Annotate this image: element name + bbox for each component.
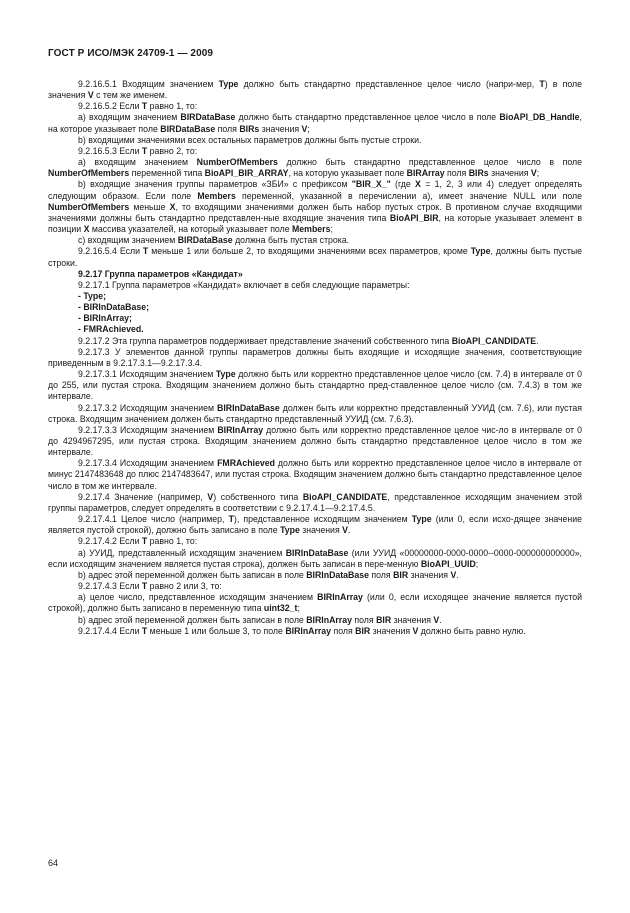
paragraph (48, 536, 582, 547)
text: ; (330, 224, 333, 235)
bold-text: NumberOfMembers (48, 201, 130, 212)
text: меньше 1 или больше 3, то поле (147, 625, 286, 636)
bold-text: "BIR_X_" (351, 179, 391, 190)
text: должно быть стандартно представленное целое число в поле (277, 157, 582, 168)
paragraph (48, 592, 582, 614)
text: = 1, 2, 3 или 4) следует определять следующим образом. Если поле (48, 179, 582, 201)
bold-text: NumberOfMembers (196, 157, 278, 168)
bold-text: BioAPI_DB_Handle (499, 112, 580, 123)
bold-text: BIRDataBase (177, 235, 233, 246)
paragraph (48, 581, 582, 592)
text: , на которое указывает поле (48, 112, 582, 134)
text: 9.2.17.4.3 Если (78, 581, 142, 592)
text: поля (351, 614, 377, 625)
bold-text: BIR (376, 614, 392, 625)
bold-text: T (539, 79, 545, 89)
text: 9.2.17.2 Эта группа параметров поддерживает представление значений собственного типа (78, 335, 452, 346)
bold-text: Type (215, 369, 236, 380)
text: с тем же именем. (93, 90, 168, 101)
text: а) целое число, представленное исходящим значением (78, 592, 318, 603)
bold-text: V (412, 625, 419, 636)
paragraph (48, 626, 582, 637)
paragraph (48, 291, 582, 302)
text: значения (259, 123, 302, 134)
bold-text: T (141, 581, 148, 592)
paragraph (48, 615, 582, 626)
document-header: ГОСТ Р ИСО/МЭК 24709-1 — 2009 (48, 48, 214, 59)
paragraph (48, 269, 582, 280)
bold-text: T (142, 246, 149, 257)
text: , на которую указывает поле (288, 168, 407, 179)
bold-text: Type (470, 246, 491, 257)
text: должен быть или корректно представленный УУИД (см. 7.6), или пустая строка. Входящим значением должен быть стандартно представленный УУИД (см. 7.6.3). (48, 402, 582, 424)
text: ) в поле значения (48, 79, 582, 101)
bold-text: T (228, 514, 234, 525)
text: (где (390, 179, 416, 190)
text: . (439, 614, 442, 625)
paragraph (48, 280, 582, 291)
paragraph (48, 157, 582, 179)
bold-text: BIRs (239, 123, 260, 134)
bold-text: BIRInArray (317, 592, 363, 603)
paragraph (48, 235, 582, 246)
text: 9.2.16.5.4 Если (78, 246, 143, 257)
text: поля (331, 625, 356, 636)
bold-text: BIRInDataBase (285, 547, 349, 558)
bold-text: Type (411, 514, 432, 525)
bold-text: BioAPI_CANDIDATE (451, 335, 537, 346)
text: 9.2.17.4.2 Если (78, 536, 142, 547)
paragraph (48, 112, 582, 134)
bold-text: BIR (393, 569, 409, 580)
text: ; (536, 168, 540, 179)
bold-text: 9.2.17 Группа параметров «Кандидат» (78, 268, 243, 279)
bold-text: BIRInDataBase (217, 402, 280, 413)
text: ; (297, 603, 300, 614)
text: переменной, указанной в перечислении а), имеет значение NULL или поле (235, 190, 582, 201)
bold-text: T (141, 101, 148, 112)
bold-text: T (141, 536, 148, 547)
bold-text: FMRAchieved (217, 458, 275, 469)
text: , должны быть пустые строки. (48, 246, 583, 268)
bold-text: - Type; (78, 290, 107, 301)
paragraph (48, 79, 582, 101)
bold-text: X (415, 179, 421, 190)
bold-text: Members (197, 190, 236, 201)
text: ) собственного типа (213, 491, 303, 502)
paragraph (48, 492, 582, 514)
text: должна быть пустая строка. (232, 235, 350, 246)
text: . (536, 335, 539, 346)
bold-text: BIR (355, 625, 371, 636)
paragraph (48, 548, 582, 570)
text: 9.2.17.4 Значение (например, (78, 491, 208, 502)
text: а) УУИД, представленный исходящим значением (78, 547, 286, 558)
paragraph (48, 369, 582, 402)
text: ; (307, 123, 310, 134)
text: , на которые указывает элемент в позиции (48, 212, 582, 235)
text: должно быть равно нулю. (418, 625, 526, 636)
bold-text: T (141, 145, 148, 156)
text: b) входящими значениями всех остальных параметров должны быть пустые строки. (78, 134, 422, 145)
bold-text: BIRInArray (285, 625, 332, 636)
text: поля (444, 168, 469, 179)
bold-text: BioAPI_CANDIDATE (302, 491, 388, 502)
paragraph (48, 403, 582, 425)
text: равно 2, то: (147, 145, 198, 156)
bold-text: - BIRInDataBase; (78, 302, 149, 313)
paragraph (48, 570, 582, 581)
text: b) адрес этой переменной должен быть записан в поле (78, 569, 307, 580)
paragraph (48, 347, 582, 369)
text: должно быть стандартно представленное целое число (напри-мер, (238, 79, 540, 89)
text: 9.2.17.4.1 Целое число (например, (78, 514, 229, 525)
bold-text: V (342, 525, 348, 536)
bold-text: Members (292, 224, 331, 235)
bold-text: BioAPI_UUID (420, 558, 476, 569)
text: 9.2.17.3 У элементов данной группы параметров должны быть входящие и исходящие значения, соответствующие приведенным в 9.2.17.3.1—9.2.17.3.4. (48, 346, 582, 368)
text: (или 0, если исходящее значение является пустой строкой), должно быть записано в переменную типа (48, 592, 582, 614)
paragraph (48, 336, 582, 347)
paragraph (48, 313, 582, 324)
text: ; (475, 558, 479, 569)
bold-text: NumberOfMembers (48, 168, 130, 179)
text: . (456, 569, 459, 580)
bold-text: V (301, 123, 308, 134)
text: . (347, 525, 351, 536)
text: 9.2.16.5.2 Если (78, 101, 142, 112)
text: должно быть или корректно представленное целое число в интервале от минус 2147483648 до плюс 2147483647, или пустая строка. Входящим значением должно быть стандартно представленное целое число в том же интервале. (48, 458, 582, 491)
text: равно 2 или 3, то: (147, 581, 222, 592)
text: поля (215, 123, 240, 134)
text: значения (391, 614, 434, 625)
bold-text: Type (218, 79, 239, 89)
text: 9.2.17.3.4 Исходящим значением (78, 458, 218, 469)
text: а) входящим значением (78, 157, 197, 168)
bold-text: V (433, 614, 440, 625)
bold-text: V (450, 569, 457, 580)
text: 9.2.17.1 Группа параметров «Кандидат» включает в себя следующие параметры: (78, 279, 410, 290)
text: меньше 1 или больше 2, то входящими значениями всех параметров, кроме (148, 246, 471, 257)
paragraph (48, 458, 582, 491)
document-body (48, 79, 582, 637)
text: 9.2.17.3.3 Исходящим значением (78, 424, 218, 435)
text: , то входящими значениями должен быть набор пустых строк. В противном случае входящими значениями должны быть стандартно представлен-ные входящие значения типа (48, 201, 582, 223)
text: (или 0, если исхо-дящее значение является пустой строкой), должно быть записано в поле (48, 514, 583, 536)
bold-text: Type (280, 525, 300, 536)
bold-text: uint32_t (263, 603, 298, 614)
text: (или УУИД «00000000-0000-0000--0000-000000000000», если исходящим значением является пустая строка), должен быть записан в пере-менную (48, 547, 582, 569)
paragraph (48, 514, 582, 536)
text: значения (299, 525, 343, 536)
text: должно быть стандартно представленное целое число в поле (235, 112, 500, 123)
bold-text: X (83, 224, 90, 235)
text: с) входящим значением (78, 235, 178, 246)
paragraph (48, 302, 582, 313)
paragraph (48, 135, 582, 146)
text: должно быть или корректно представленное целое чис-ло в интервале от 0 до 4294967295, или пустая строка. Входящим значением должно быть стандартно представленное целое число в том же интервале. (48, 424, 582, 458)
text: 9.2.17.4.4 Если (78, 625, 142, 636)
bold-text: BIRArray (406, 168, 445, 179)
bold-text: BIRDataBase (160, 123, 216, 134)
text: 9.2.16.5.1 Входящим значением (78, 79, 219, 89)
bold-text: BIRInArray (306, 614, 352, 625)
text: меньше (129, 201, 170, 212)
text: переменной типа (129, 168, 205, 179)
bold-text: BioAPI_BIR (389, 212, 439, 223)
paragraph (48, 179, 582, 235)
bold-text: BIRInArray (217, 424, 264, 435)
text: 9.2.16.5.3 Если (78, 145, 142, 156)
text: поля (368, 569, 394, 580)
text: 9.2.17.3.1 Исходящим значением (78, 369, 216, 380)
text: b) входящие значения группы параметров «ЗБИ» с префиксом (78, 179, 352, 190)
bold-text: - FMRAchieved. (78, 324, 144, 335)
paragraph (48, 425, 582, 458)
bold-text: - BIRInArray; (78, 313, 132, 324)
bold-text: V (207, 491, 214, 502)
text: значения (488, 168, 531, 179)
paragraph (48, 146, 582, 157)
text: b) адрес этой переменной должен быть записан в поле (78, 614, 307, 625)
paragraph (48, 101, 582, 112)
text: должно быть или корректно представленное целое число (см. 7.4) в интервале от 0 до 255, или пустая строка. Входящим значением должно быть стандартно пред-ставленное целое число (см. 7.4.3) в том же интервале. (48, 369, 582, 402)
bold-text: X (169, 201, 176, 212)
bold-text: T (141, 625, 148, 636)
text: ), представленное исходящим значением (233, 514, 412, 525)
text: значения (370, 625, 413, 636)
text: 9.2.17.3.2 Исходящим значением (78, 402, 217, 413)
bold-text: BIRInDataBase (306, 569, 369, 580)
bold-text: BIRs (468, 168, 489, 179)
text: а) входящим значением (78, 112, 181, 123)
paragraph (48, 246, 582, 268)
text: равно 1, то: (147, 101, 198, 112)
paragraph (48, 324, 582, 335)
bold-text: BIRDataBase (180, 112, 236, 123)
text: равно 1, то: (147, 536, 198, 547)
bold-text: V (530, 168, 537, 179)
text: , представленное исходящим значением этой группы параметров, следует определять в соответствии с 9.2.17.4.1—9.2.17.4.5. (48, 491, 582, 513)
page-number: 64 (48, 858, 59, 868)
bold-text: BioAPI_BIR_ARRAY (204, 168, 289, 179)
bold-text: V (87, 90, 94, 101)
text: значения (408, 569, 451, 580)
text: массива указателей, на который указывает поле (89, 224, 293, 235)
